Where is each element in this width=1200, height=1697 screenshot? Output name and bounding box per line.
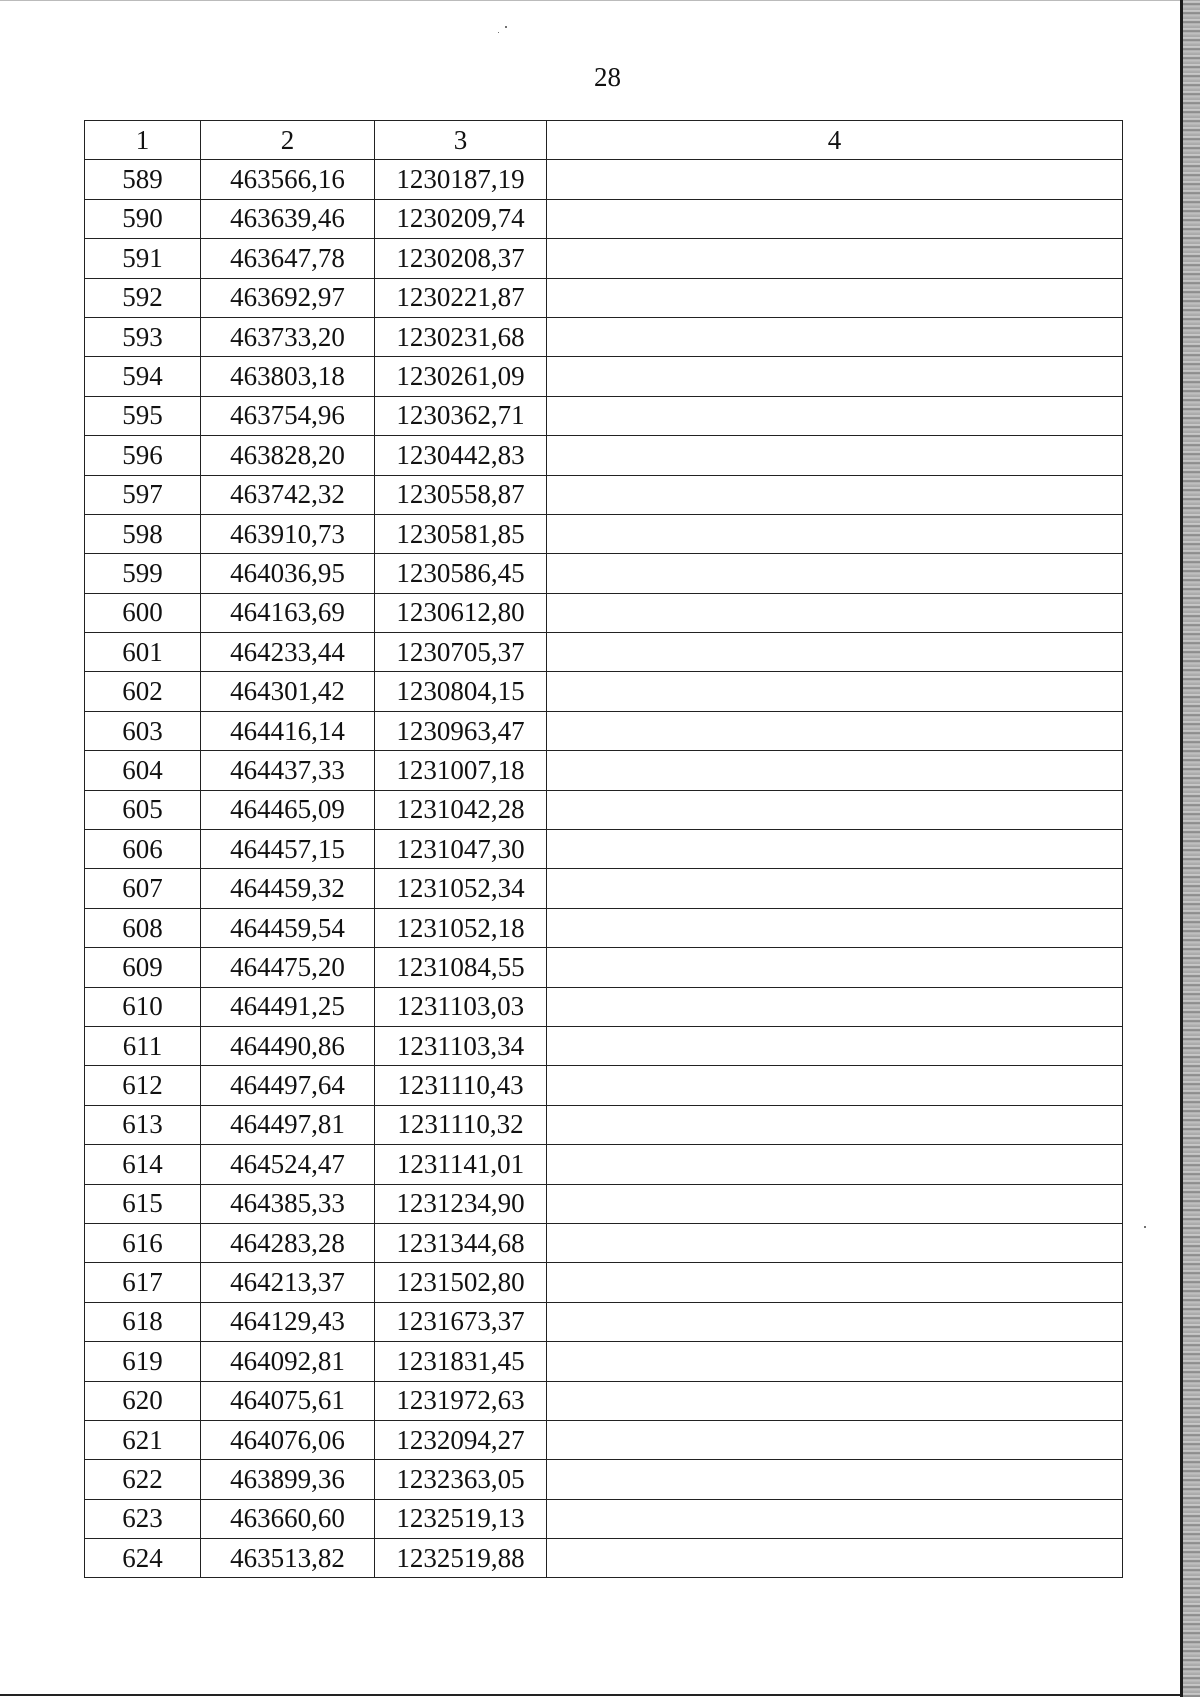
scan-speck <box>498 32 499 33</box>
table-row <box>85 1460 1123 1499</box>
y-coordinate-cell: 1232094,27 <box>375 1420 547 1459</box>
x-coordinate-cell: 464437,33 <box>201 751 375 790</box>
table-row <box>85 1539 1123 1578</box>
y-coordinate-cell: 1231234,90 <box>375 1184 547 1223</box>
description-cell <box>547 790 1123 829</box>
table-row <box>85 514 1123 553</box>
x-coordinate-cell: 463899,36 <box>201 1460 375 1499</box>
x-coordinate-cell: 463754,96 <box>201 396 375 435</box>
table-row <box>85 908 1123 947</box>
description-cell <box>547 1420 1123 1459</box>
description-cell <box>547 514 1123 553</box>
point-number-cell: 591 <box>85 239 201 278</box>
point-number-cell: 610 <box>85 987 201 1026</box>
point-number-cell: 593 <box>85 317 201 356</box>
x-coordinate-cell: 464036,95 <box>201 554 375 593</box>
x-coordinate-cell: 464129,43 <box>201 1302 375 1341</box>
scan-right-edge <box>1180 0 1200 1697</box>
point-number-cell: 619 <box>85 1342 201 1381</box>
point-number-cell: 618 <box>85 1302 201 1341</box>
point-number-cell: 612 <box>85 1066 201 1105</box>
scan-speck <box>505 26 507 28</box>
description-cell <box>547 751 1123 790</box>
table-row <box>85 987 1123 1026</box>
table-row <box>85 1105 1123 1144</box>
y-coordinate-cell: 1230442,83 <box>375 436 547 475</box>
y-coordinate-cell: 1232363,05 <box>375 1460 547 1499</box>
description-cell <box>547 1066 1123 1105</box>
point-number-cell: 613 <box>85 1105 201 1144</box>
description-cell <box>547 554 1123 593</box>
y-coordinate-cell: 1232519,13 <box>375 1499 547 1538</box>
description-cell <box>547 1381 1123 1420</box>
description-cell <box>547 1184 1123 1223</box>
x-coordinate-cell: 464283,28 <box>201 1223 375 1262</box>
description-cell <box>547 1145 1123 1184</box>
table-row <box>85 1223 1123 1262</box>
point-number-cell: 611 <box>85 1026 201 1065</box>
table-row <box>85 948 1123 987</box>
x-coordinate-cell: 464491,25 <box>201 987 375 1026</box>
column-header: 3 <box>375 121 547 160</box>
point-number-cell: 616 <box>85 1223 201 1262</box>
point-number-cell: 606 <box>85 830 201 869</box>
point-number-cell: 614 <box>85 1145 201 1184</box>
y-coordinate-cell: 1231673,37 <box>375 1302 547 1341</box>
x-coordinate-cell: 463660,60 <box>201 1499 375 1538</box>
y-coordinate-cell: 1231042,28 <box>375 790 547 829</box>
description-cell <box>547 1223 1123 1262</box>
table-row <box>85 790 1123 829</box>
y-coordinate-cell: 1231052,34 <box>375 869 547 908</box>
table-row <box>85 711 1123 750</box>
y-coordinate-cell: 1230261,09 <box>375 357 547 396</box>
table-row <box>85 554 1123 593</box>
column-header: 4 <box>547 121 1123 160</box>
y-coordinate-cell: 1231084,55 <box>375 948 547 987</box>
y-coordinate-cell: 1230231,68 <box>375 317 547 356</box>
table-header-row <box>85 121 1123 160</box>
y-coordinate-cell: 1230558,87 <box>375 475 547 514</box>
description-cell <box>547 1026 1123 1065</box>
x-coordinate-cell: 463803,18 <box>201 357 375 396</box>
table-row <box>85 869 1123 908</box>
point-number-cell: 615 <box>85 1184 201 1223</box>
description-cell <box>547 593 1123 632</box>
point-number-cell: 600 <box>85 593 201 632</box>
x-coordinate-cell: 464459,32 <box>201 869 375 908</box>
x-coordinate-cell: 464457,15 <box>201 830 375 869</box>
x-coordinate-cell: 463513,82 <box>201 1539 375 1578</box>
y-coordinate-cell: 1231047,30 <box>375 830 547 869</box>
description-cell <box>547 199 1123 238</box>
x-coordinate-cell: 464075,61 <box>201 1381 375 1420</box>
scan-bottom-edge <box>0 1694 1180 1696</box>
x-coordinate-cell: 463566,16 <box>201 160 375 199</box>
coordinates-table <box>84 120 1123 1578</box>
description-cell <box>547 1302 1123 1341</box>
point-number-cell: 596 <box>85 436 201 475</box>
y-coordinate-cell: 1232519,88 <box>375 1539 547 1578</box>
x-coordinate-cell: 463692,97 <box>201 278 375 317</box>
table-row <box>85 672 1123 711</box>
y-coordinate-cell: 1231831,45 <box>375 1342 547 1381</box>
y-coordinate-cell: 1230963,47 <box>375 711 547 750</box>
table-row <box>85 1184 1123 1223</box>
y-coordinate-cell: 1230187,19 <box>375 160 547 199</box>
description-cell <box>547 869 1123 908</box>
x-coordinate-cell: 464416,14 <box>201 711 375 750</box>
y-coordinate-cell: 1230208,37 <box>375 239 547 278</box>
table-row <box>85 239 1123 278</box>
description-cell <box>547 987 1123 1026</box>
table-row <box>85 1263 1123 1302</box>
point-number-cell: 595 <box>85 396 201 435</box>
table-row <box>85 436 1123 475</box>
description-cell <box>547 830 1123 869</box>
description-cell <box>547 633 1123 672</box>
table-row <box>85 1499 1123 1538</box>
table-row <box>85 751 1123 790</box>
x-coordinate-cell: 464497,81 <box>201 1105 375 1144</box>
table-row <box>85 317 1123 356</box>
x-coordinate-cell: 464163,69 <box>201 593 375 632</box>
x-coordinate-cell: 464524,47 <box>201 1145 375 1184</box>
point-number-cell: 622 <box>85 1460 201 1499</box>
y-coordinate-cell: 1230804,15 <box>375 672 547 711</box>
point-number-cell: 601 <box>85 633 201 672</box>
table-row <box>85 1302 1123 1341</box>
description-cell <box>547 317 1123 356</box>
point-number-cell: 603 <box>85 711 201 750</box>
scan-speck <box>1144 1226 1146 1228</box>
y-coordinate-cell: 1231103,34 <box>375 1026 547 1065</box>
table-row <box>85 1381 1123 1420</box>
point-number-cell: 589 <box>85 160 201 199</box>
point-number-cell: 608 <box>85 908 201 947</box>
y-coordinate-cell: 1231052,18 <box>375 908 547 947</box>
point-number-cell: 592 <box>85 278 201 317</box>
y-coordinate-cell: 1231344,68 <box>375 1223 547 1262</box>
table-row <box>85 1420 1123 1459</box>
page-number: 28 <box>594 62 621 92</box>
description-cell <box>547 278 1123 317</box>
description-cell <box>547 672 1123 711</box>
table-row <box>85 1026 1123 1065</box>
table-row <box>85 1145 1123 1184</box>
point-number-cell: 597 <box>85 475 201 514</box>
y-coordinate-cell: 1230209,74 <box>375 199 547 238</box>
point-number-cell: 617 <box>85 1263 201 1302</box>
y-coordinate-cell: 1230705,37 <box>375 633 547 672</box>
description-cell <box>547 1460 1123 1499</box>
y-coordinate-cell: 1231972,63 <box>375 1381 547 1420</box>
table-row <box>85 593 1123 632</box>
table-row <box>85 357 1123 396</box>
x-coordinate-cell: 463639,46 <box>201 199 375 238</box>
description-cell <box>547 711 1123 750</box>
y-coordinate-cell: 1230581,85 <box>375 514 547 553</box>
description-cell <box>547 357 1123 396</box>
x-coordinate-cell: 464385,33 <box>201 1184 375 1223</box>
x-coordinate-cell: 464475,20 <box>201 948 375 987</box>
description-cell <box>547 908 1123 947</box>
x-coordinate-cell: 463733,20 <box>201 317 375 356</box>
x-coordinate-cell: 464213,37 <box>201 1263 375 1302</box>
y-coordinate-cell: 1230586,45 <box>375 554 547 593</box>
x-coordinate-cell: 464076,06 <box>201 1420 375 1459</box>
point-number-cell: 594 <box>85 357 201 396</box>
description-cell <box>547 1342 1123 1381</box>
description-cell <box>547 396 1123 435</box>
x-coordinate-cell: 464465,09 <box>201 790 375 829</box>
table-row <box>85 199 1123 238</box>
table-row <box>85 633 1123 672</box>
y-coordinate-cell: 1230612,80 <box>375 593 547 632</box>
y-coordinate-cell: 1231110,43 <box>375 1066 547 1105</box>
table-body <box>85 160 1123 1578</box>
table-row <box>85 1066 1123 1105</box>
y-coordinate-cell: 1230362,71 <box>375 396 547 435</box>
point-number-cell: 605 <box>85 790 201 829</box>
y-coordinate-cell: 1231141,01 <box>375 1145 547 1184</box>
point-number-cell: 609 <box>85 948 201 987</box>
x-coordinate-cell: 464497,64 <box>201 1066 375 1105</box>
y-coordinate-cell: 1231502,80 <box>375 1263 547 1302</box>
column-header: 2 <box>201 121 375 160</box>
point-number-cell: 621 <box>85 1420 201 1459</box>
x-coordinate-cell: 463828,20 <box>201 436 375 475</box>
point-number-cell: 607 <box>85 869 201 908</box>
x-coordinate-cell: 463742,32 <box>201 475 375 514</box>
description-cell <box>547 948 1123 987</box>
table-row <box>85 1342 1123 1381</box>
point-number-cell: 602 <box>85 672 201 711</box>
y-coordinate-cell: 1231007,18 <box>375 751 547 790</box>
table-row <box>85 278 1123 317</box>
x-coordinate-cell: 463647,78 <box>201 239 375 278</box>
table-row <box>85 396 1123 435</box>
x-coordinate-cell: 464490,86 <box>201 1026 375 1065</box>
description-cell <box>547 1499 1123 1538</box>
y-coordinate-cell: 1230221,87 <box>375 278 547 317</box>
x-coordinate-cell: 464092,81 <box>201 1342 375 1381</box>
point-number-cell: 620 <box>85 1381 201 1420</box>
point-number-cell: 623 <box>85 1499 201 1538</box>
x-coordinate-cell: 464301,42 <box>201 672 375 711</box>
table-row <box>85 830 1123 869</box>
table-row <box>85 475 1123 514</box>
x-coordinate-cell: 463910,73 <box>201 514 375 553</box>
description-cell <box>547 1263 1123 1302</box>
description-cell <box>547 239 1123 278</box>
description-cell <box>547 1105 1123 1144</box>
point-number-cell: 598 <box>85 514 201 553</box>
table-row <box>85 160 1123 199</box>
y-coordinate-cell: 1231103,03 <box>375 987 547 1026</box>
description-cell <box>547 475 1123 514</box>
scan-top-edge <box>0 0 1180 1</box>
x-coordinate-cell: 464459,54 <box>201 908 375 947</box>
point-number-cell: 590 <box>85 199 201 238</box>
description-cell <box>547 1539 1123 1578</box>
column-header: 1 <box>85 121 201 160</box>
description-cell <box>547 436 1123 475</box>
point-number-cell: 599 <box>85 554 201 593</box>
point-number-cell: 624 <box>85 1539 201 1578</box>
point-number-cell: 604 <box>85 751 201 790</box>
x-coordinate-cell: 464233,44 <box>201 633 375 672</box>
description-cell <box>547 160 1123 199</box>
y-coordinate-cell: 1231110,32 <box>375 1105 547 1144</box>
